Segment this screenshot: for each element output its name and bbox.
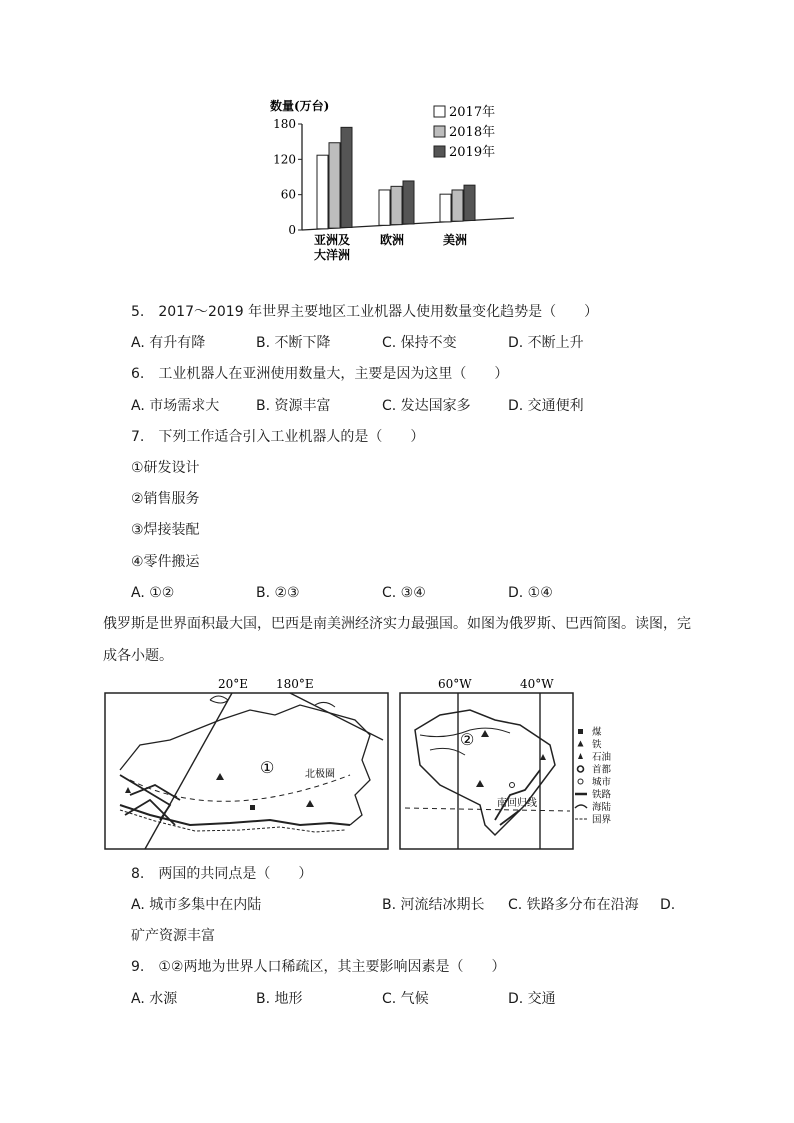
q7-option-c[interactable]: C. ③④ [382, 585, 426, 601]
passage-line-1: 俄罗斯是世界面积最大国，巴西是南美洲经济实力最强国。如图为俄罗斯、巴西简图。读图，完 [103, 616, 691, 632]
q5-option-a[interactable]: A. 有升有降 [131, 335, 206, 351]
y-tick-label: 0 [288, 223, 296, 237]
legend-label: 2017年 [449, 105, 496, 120]
q5-option-d[interactable]: D. 不断上升 [508, 335, 584, 351]
category-label: 亚洲及 [313, 233, 351, 247]
bar-1-0 [379, 190, 390, 225]
russia-lon-180e: 180°E [276, 677, 314, 691]
map-legend-symbol [578, 766, 584, 772]
legend-swatch [434, 106, 445, 117]
q6-option-b[interactable]: B. 资源丰富 [256, 398, 331, 414]
q7-item-3: ③焊接装配 [131, 522, 200, 538]
bar-2-0 [440, 194, 451, 222]
map-legend-symbol [578, 779, 583, 784]
brazil-lon-60w: 60°W [438, 677, 472, 691]
q7-item-2: ②销售服务 [131, 491, 200, 507]
legend-label: 2019年 [449, 145, 496, 160]
map-legend-label: 铁路 [592, 789, 612, 801]
question-8-stem: 8. 两国的共同点是（ ） [131, 866, 313, 882]
y-tick-label: 60 [280, 187, 296, 202]
q8-option-a[interactable]: A. 城市多集中在内陆 [131, 897, 262, 913]
question-5-stem: 5. 2017～2019 年世界主要地区工业机器人使用数量变化趋势是（ ） [131, 304, 599, 320]
russia-brazil-maps [100, 675, 685, 855]
bar-0-2 [341, 127, 352, 227]
bar-2-2 [464, 185, 475, 220]
legend-label: 2018年 [449, 125, 496, 140]
tropic-label: 南回归线 [497, 798, 537, 809]
q7-option-a[interactable]: A. ①② [131, 585, 175, 601]
bar-1-2 [403, 181, 414, 224]
map-legend-symbol [578, 729, 583, 734]
legend-swatch [434, 126, 445, 137]
map-legend-label: 铁 [592, 739, 602, 751]
russia-map [105, 677, 388, 849]
russia-region-1: ① [260, 758, 275, 777]
q7-option-b[interactable]: B. ②③ [256, 585, 300, 601]
q6-option-c[interactable]: C. 发达国家多 [382, 398, 471, 414]
q9-option-a[interactable]: A. 水源 [131, 991, 178, 1007]
map-legend-label: 国界 [592, 814, 612, 826]
brazil-region-2: ② [460, 730, 475, 749]
category-label: 欧洲 [379, 233, 405, 247]
category-label: 大洋洲 [313, 248, 351, 262]
robot-usage-bar-chart [262, 92, 522, 262]
bar-0-1 [329, 143, 340, 228]
brazil-lon-40w: 40°W [520, 677, 554, 691]
legend-swatch [434, 146, 445, 157]
q8-option-b[interactable]: B. 河流结冰期长 [382, 897, 485, 913]
question-9-stem: 9. ①②两地为世界人口稀疏区，其主要影响因素是（ ） [131, 959, 506, 975]
y-tick-label: 120 [273, 152, 296, 167]
map-legend-symbol [578, 741, 584, 747]
question-6-stem: 6. 工业机器人在亚洲使用数量大，主要是因为这里（ ） [131, 366, 509, 382]
q5-option-b[interactable]: B. 不断下降 [256, 335, 331, 351]
map-legend-symbol [575, 805, 587, 808]
russia-lon-20e: 20°E [218, 677, 249, 691]
map-legend-label: 首都 [592, 764, 612, 776]
q8-option-c[interactable]: C. 铁路多分布在沿海 [508, 897, 639, 913]
map-legend-label: 城市 [592, 777, 612, 788]
q8-option-d-text[interactable]: 矿产资源丰富 [131, 928, 215, 944]
bar-2-1 [452, 190, 463, 221]
y-axis-label: 数量(万台) [270, 99, 330, 113]
arctic-circle-label: 北极圈 [305, 769, 335, 780]
q6-option-a[interactable]: A. 市场需求大 [131, 398, 220, 414]
passage-line-2: 成各小题。 [103, 648, 173, 664]
q7-item-4: ④零件搬运 [131, 554, 200, 570]
q9-option-d[interactable]: D. 交通 [508, 991, 556, 1007]
question-7-stem: 7. 下列工作适合引入工业机器人的是（ ） [131, 429, 425, 445]
q5-option-c[interactable]: C. 保持不变 [382, 335, 457, 351]
map-legend-label: 海陆 [592, 802, 612, 813]
category-label: 美洲 [442, 233, 468, 247]
q7-item-1: ①研发设计 [131, 460, 200, 476]
bar-1-1 [391, 186, 402, 224]
q9-option-b[interactable]: B. 地形 [256, 991, 303, 1007]
q9-option-c[interactable]: C. 气候 [382, 991, 429, 1007]
map-legend-label: 煤 [592, 727, 602, 738]
q6-option-d[interactable]: D. 交通便利 [508, 398, 584, 414]
bar-0-0 [317, 155, 328, 229]
map-legend-label: 石油 [592, 752, 612, 763]
brazil-map [400, 677, 612, 849]
map-legend-symbol [578, 753, 583, 759]
y-tick-label: 180 [273, 117, 296, 131]
q7-option-d[interactable]: D. ①④ [508, 585, 553, 601]
q8-option-d[interactable]: D. [660, 897, 676, 913]
